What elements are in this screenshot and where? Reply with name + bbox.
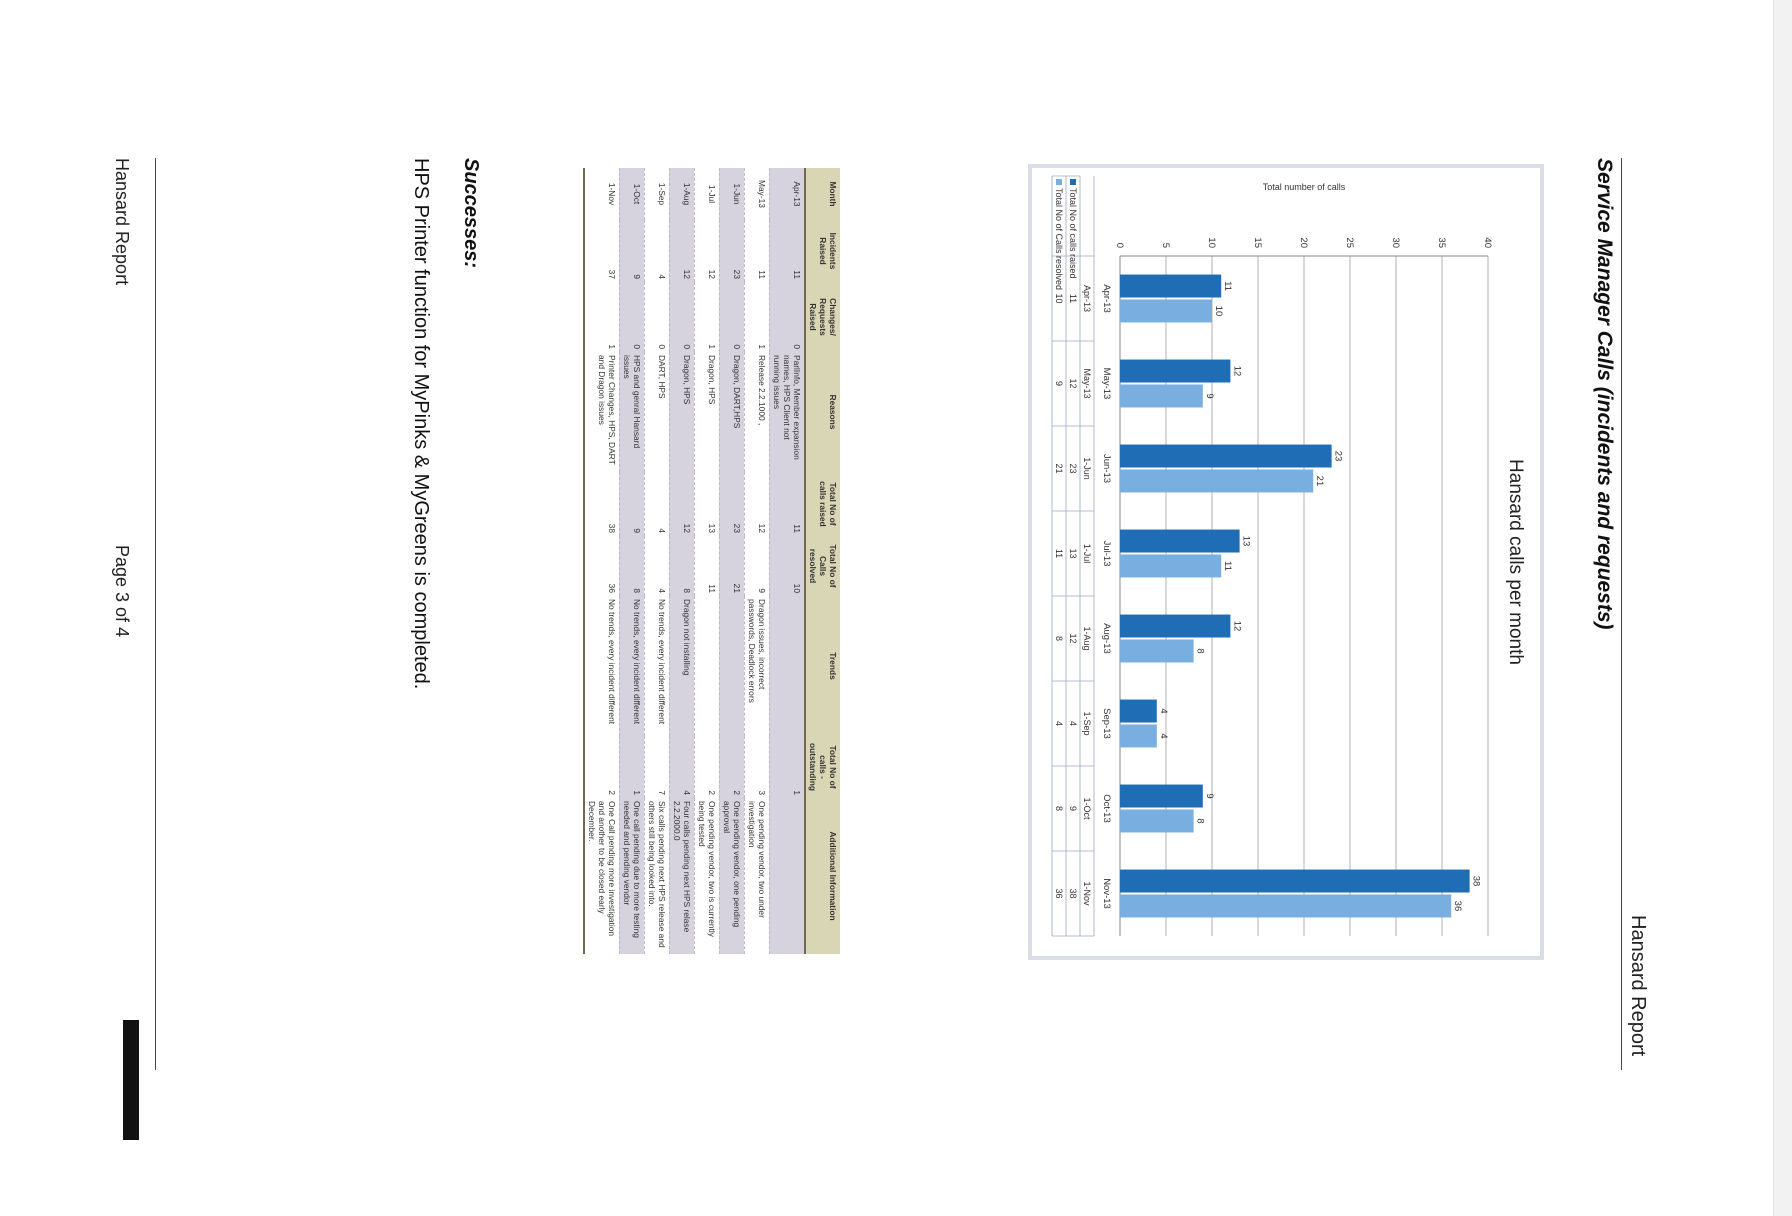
- x-tick-label: Aug-13: [1101, 623, 1112, 654]
- bar-value-label: 8: [1194, 818, 1206, 824]
- cell-trends: [720, 596, 745, 736]
- bar-resolved: [1120, 810, 1194, 833]
- cell-resolved: 9: [745, 536, 770, 596]
- cell-info: [770, 798, 806, 954]
- table-row: [670, 168, 695, 954]
- bar-value-label: 9: [1203, 393, 1215, 399]
- cell-month: 1-Aug: [670, 168, 695, 220]
- y-tick-label: 25: [1344, 237, 1355, 248]
- successes-title: Successes:: [460, 158, 482, 269]
- bar-value-label: 23: [1332, 450, 1344, 462]
- cell-month: 1-Jun: [720, 168, 745, 220]
- cell-trends: No trends, every incident different: [645, 596, 670, 736]
- data-table-header: May-13: [1082, 368, 1092, 399]
- bar-raised: [1120, 700, 1157, 723]
- y-tick-label: 0: [1114, 242, 1125, 248]
- chart-title: Hansard calls per month: [1505, 459, 1526, 665]
- cell-incidents: 23: [720, 220, 745, 282]
- header-title: Hansard Report: [1627, 915, 1649, 1057]
- cell-outstanding: 2: [695, 736, 720, 798]
- cell-trends: No trends, every incident different: [620, 596, 645, 736]
- cell-incidents: 9: [620, 220, 645, 282]
- data-table-value: 23: [1068, 463, 1078, 474]
- cell-incidents: 11: [770, 220, 806, 282]
- data-table-value: 13: [1068, 548, 1078, 559]
- data-table-value: 11: [1054, 548, 1064, 559]
- table-row: [720, 168, 745, 954]
- x-tick-label: Sep-13: [1101, 708, 1112, 739]
- bar-value-label: 8: [1194, 648, 1206, 654]
- col-header-info: Additional Information: [805, 798, 840, 954]
- cell-outstanding: 7: [645, 736, 670, 798]
- bar-value-label: 12: [1231, 365, 1243, 377]
- data-table-value: 12: [1068, 633, 1078, 644]
- data-table-header: 1-Oct: [1082, 797, 1092, 820]
- chart-x-tick-labels: [1101, 284, 1112, 909]
- cell-incidents: 12: [670, 220, 695, 282]
- cell-info: One call pending due to more testing needed and pending vendor: [620, 798, 645, 954]
- cell-resolved: 11: [695, 536, 720, 596]
- data-table-header: 1-Jun: [1082, 457, 1092, 480]
- col-header-raised: Total No of calls raised: [805, 472, 840, 536]
- cell-info: One pending vendor, two is currently being tested: [695, 798, 720, 954]
- y-tick-label: 30: [1390, 237, 1401, 248]
- cell-outstanding: 4: [670, 736, 695, 798]
- cell-reasons: Release 2.2.1000 ,: [745, 352, 770, 472]
- table-row: [695, 168, 720, 954]
- y-tick-label: 5: [1160, 242, 1171, 248]
- cell-trends: Dragon not installing: [670, 596, 695, 736]
- bar-value-label: 36: [1452, 900, 1464, 912]
- bar-value-label: 13: [1240, 535, 1252, 547]
- bar-resolved: [1120, 555, 1221, 578]
- bar-value-label: 10: [1213, 305, 1224, 317]
- cell-trends: No trends, every incident different: [584, 596, 620, 736]
- x-tick-label: Nov-13: [1101, 878, 1112, 909]
- cell-raised: 4: [645, 472, 670, 536]
- col-header-reasons: Reasons: [805, 352, 840, 472]
- table-row: [645, 168, 670, 954]
- bar-value-label: 4: [1157, 733, 1169, 739]
- bar-raised: [1120, 870, 1470, 893]
- legend-entry: Total No of Calls resolved: [1054, 188, 1064, 291]
- chart-bars: [1120, 275, 1470, 918]
- data-table-header: 1-Sep: [1082, 711, 1092, 736]
- data-table-value: 9: [1054, 380, 1064, 387]
- bar-value-label: 9: [1203, 793, 1215, 799]
- y-tick-label: 40: [1482, 237, 1493, 248]
- chart-y-ticks: [1114, 237, 1493, 248]
- cell-outstanding: 1: [770, 736, 806, 798]
- table-body: [584, 168, 805, 954]
- data-table-value: 11: [1068, 293, 1078, 304]
- table-header-row: [805, 168, 840, 954]
- col-header-changes: Changes/ Requests Raised: [805, 282, 840, 352]
- cell-trends: [770, 596, 806, 736]
- redaction-block: [123, 1020, 139, 1140]
- data-table-value: 4: [1054, 720, 1064, 727]
- cell-raised: 9: [620, 472, 645, 536]
- x-tick-label: Apr-13: [1101, 284, 1112, 313]
- cell-changes: 0: [720, 282, 745, 352]
- cell-info: One Call pending more investigation and another to be closed early December.: [584, 798, 620, 954]
- cell-changes: 1: [695, 282, 720, 352]
- data-table-value: 38: [1068, 888, 1078, 899]
- cell-resolved: 10: [770, 536, 806, 596]
- bar-value-label: 38: [1470, 875, 1482, 887]
- chart-y-axis-label: Total number of calls: [1262, 182, 1346, 192]
- cell-info: One pending vendor, one pending approval: [720, 798, 745, 954]
- cell-reasons: Dragon, HPS: [695, 352, 720, 472]
- cell-changes: 0: [670, 282, 695, 352]
- bar-raised: [1120, 445, 1332, 468]
- bar-resolved: [1120, 640, 1194, 663]
- cell-changes: 0: [770, 282, 806, 352]
- bar-value-label: 11: [1222, 561, 1234, 571]
- cell-info: Four calls pending next HPS relase 2.2.2000.0: [670, 798, 695, 954]
- data-table-header: 1-Aug: [1082, 626, 1092, 651]
- col-header-month: Month: [805, 168, 840, 220]
- calls-table-container: [495, 168, 840, 954]
- bar-raised: [1120, 275, 1221, 298]
- y-tick-label: 20: [1298, 237, 1309, 248]
- legend-swatch: [1070, 179, 1076, 185]
- col-header-incidents: Incidents Raised: [805, 220, 840, 282]
- cell-resolved: 21: [720, 536, 745, 596]
- bar-raised: [1120, 615, 1230, 638]
- cell-month: May-13: [745, 168, 770, 220]
- calls-bar-chart: [1032, 168, 1540, 956]
- data-table-value: 21: [1054, 463, 1064, 474]
- cell-outstanding: 1: [620, 736, 645, 798]
- calls-table: [583, 168, 840, 954]
- cell-incidents: 37: [584, 220, 620, 282]
- x-tick-label: Oct-13: [1101, 794, 1112, 823]
- footer-rule: [155, 158, 156, 1070]
- cell-reasons: Printer Changes, HPS, DART and Dragon issues: [584, 352, 620, 472]
- footer-title: Hansard Report: [112, 158, 132, 286]
- header-rule: [1621, 158, 1622, 1070]
- cell-raised: 23: [720, 472, 745, 536]
- cell-raised: 12: [745, 472, 770, 536]
- y-tick-label: 10: [1206, 237, 1217, 248]
- data-table-value: 8: [1054, 805, 1064, 812]
- data-table-header: Apr-13: [1082, 284, 1092, 313]
- legend-swatch: [1056, 179, 1062, 185]
- cell-resolved: 8: [620, 536, 645, 596]
- bar-raised: [1120, 530, 1240, 553]
- data-table-value: 4: [1068, 720, 1078, 727]
- cell-changes: 0: [645, 282, 670, 352]
- bar-resolved: [1120, 470, 1313, 493]
- cell-reasons: Dragon, DART,HPS: [720, 352, 745, 472]
- bar-resolved: [1120, 300, 1212, 323]
- bar-raised: [1120, 360, 1230, 383]
- cell-changes: 1: [584, 282, 620, 352]
- cell-trends: [695, 596, 720, 736]
- cell-raised: 13: [695, 472, 720, 536]
- cell-reasons: DART, HPS: [645, 352, 670, 472]
- cell-reasons: HPS and genral Hansard issues: [620, 352, 645, 472]
- cell-month: 1-Jul: [695, 168, 720, 220]
- cell-reasons: ParlInfo, Member expansion names, HPS Client not running issues: [770, 352, 806, 472]
- cell-raised: 12: [670, 472, 695, 536]
- data-table-value: 12: [1068, 378, 1078, 389]
- bar-raised: [1120, 785, 1203, 808]
- chart-frame: [1028, 164, 1544, 960]
- data-table-value: 8: [1054, 635, 1064, 642]
- cell-outstanding: 2: [584, 736, 620, 798]
- cell-month: Apr-13: [770, 168, 806, 220]
- footer-page-number: Page 3 of 4: [112, 545, 132, 638]
- y-tick-label: 15: [1252, 237, 1263, 248]
- cell-month: 1-Sep: [645, 168, 670, 220]
- cell-changes: 0: [620, 282, 645, 352]
- cell-month: 1-Nov: [584, 168, 620, 220]
- cell-incidents: 4: [645, 220, 670, 282]
- data-table-header: 1-Nov: [1082, 881, 1092, 906]
- bar-resolved: [1120, 895, 1451, 918]
- col-header-resolved: Total No of Calls resolved: [805, 536, 840, 596]
- x-tick-label: May-13: [1101, 367, 1112, 400]
- data-table-header: 1-Jul: [1082, 543, 1092, 564]
- bar-resolved: [1120, 385, 1203, 408]
- section-title: Service Manager Calls (incidents and requests): [1593, 158, 1616, 630]
- data-table-value: 10: [1054, 293, 1064, 304]
- cell-info: Six calls pending next HPS release and others still being looked into.: [645, 798, 670, 954]
- col-header-outstanding: Total No of calls -outstanding: [805, 736, 840, 798]
- successes-text: HPS Printer function for MyPinks & MyGreens is completed.: [410, 158, 432, 690]
- cell-outstanding: 3: [745, 736, 770, 798]
- chart-gridlines: [1120, 256, 1488, 936]
- cell-info: One pending vendor, two under investigation: [745, 798, 770, 954]
- bar-value-label: 11: [1222, 281, 1234, 291]
- cell-incidents: 12: [695, 220, 720, 282]
- bar-value-label: 4: [1157, 708, 1169, 714]
- legend-entry: Total No of calls raised: [1068, 188, 1078, 279]
- cell-changes: 1: [745, 282, 770, 352]
- data-table-value: 9: [1068, 805, 1078, 812]
- y-tick-label: 35: [1436, 237, 1447, 248]
- bar-value-label: 21: [1314, 475, 1326, 487]
- cell-reasons: Dragon, HPS: [670, 352, 695, 472]
- cell-incidents: 11: [745, 220, 770, 282]
- table-row: [770, 168, 806, 954]
- cell-resolved: 36: [584, 536, 620, 596]
- data-table-value: 36: [1054, 888, 1064, 899]
- chart-data-table: [1052, 176, 1094, 936]
- bar-resolved: [1120, 725, 1157, 748]
- x-tick-label: Jun-13: [1101, 453, 1112, 484]
- table-row: [584, 168, 620, 954]
- cell-resolved: 4: [645, 536, 670, 596]
- col-header-trends: Trends: [805, 596, 840, 736]
- table-row: [745, 168, 770, 954]
- cell-raised: 11: [770, 472, 806, 536]
- table-row: [620, 168, 645, 954]
- bar-value-label: 12: [1231, 620, 1243, 632]
- cell-outstanding: 2: [720, 736, 745, 798]
- x-tick-label: Jul-13: [1101, 540, 1112, 567]
- cell-raised: 38: [584, 472, 620, 536]
- cell-resolved: 8: [670, 536, 695, 596]
- cell-trends: Dragon issues, incorrect passwords, Deadlock errors: [745, 596, 770, 736]
- cell-month: 1-Oct: [620, 168, 645, 220]
